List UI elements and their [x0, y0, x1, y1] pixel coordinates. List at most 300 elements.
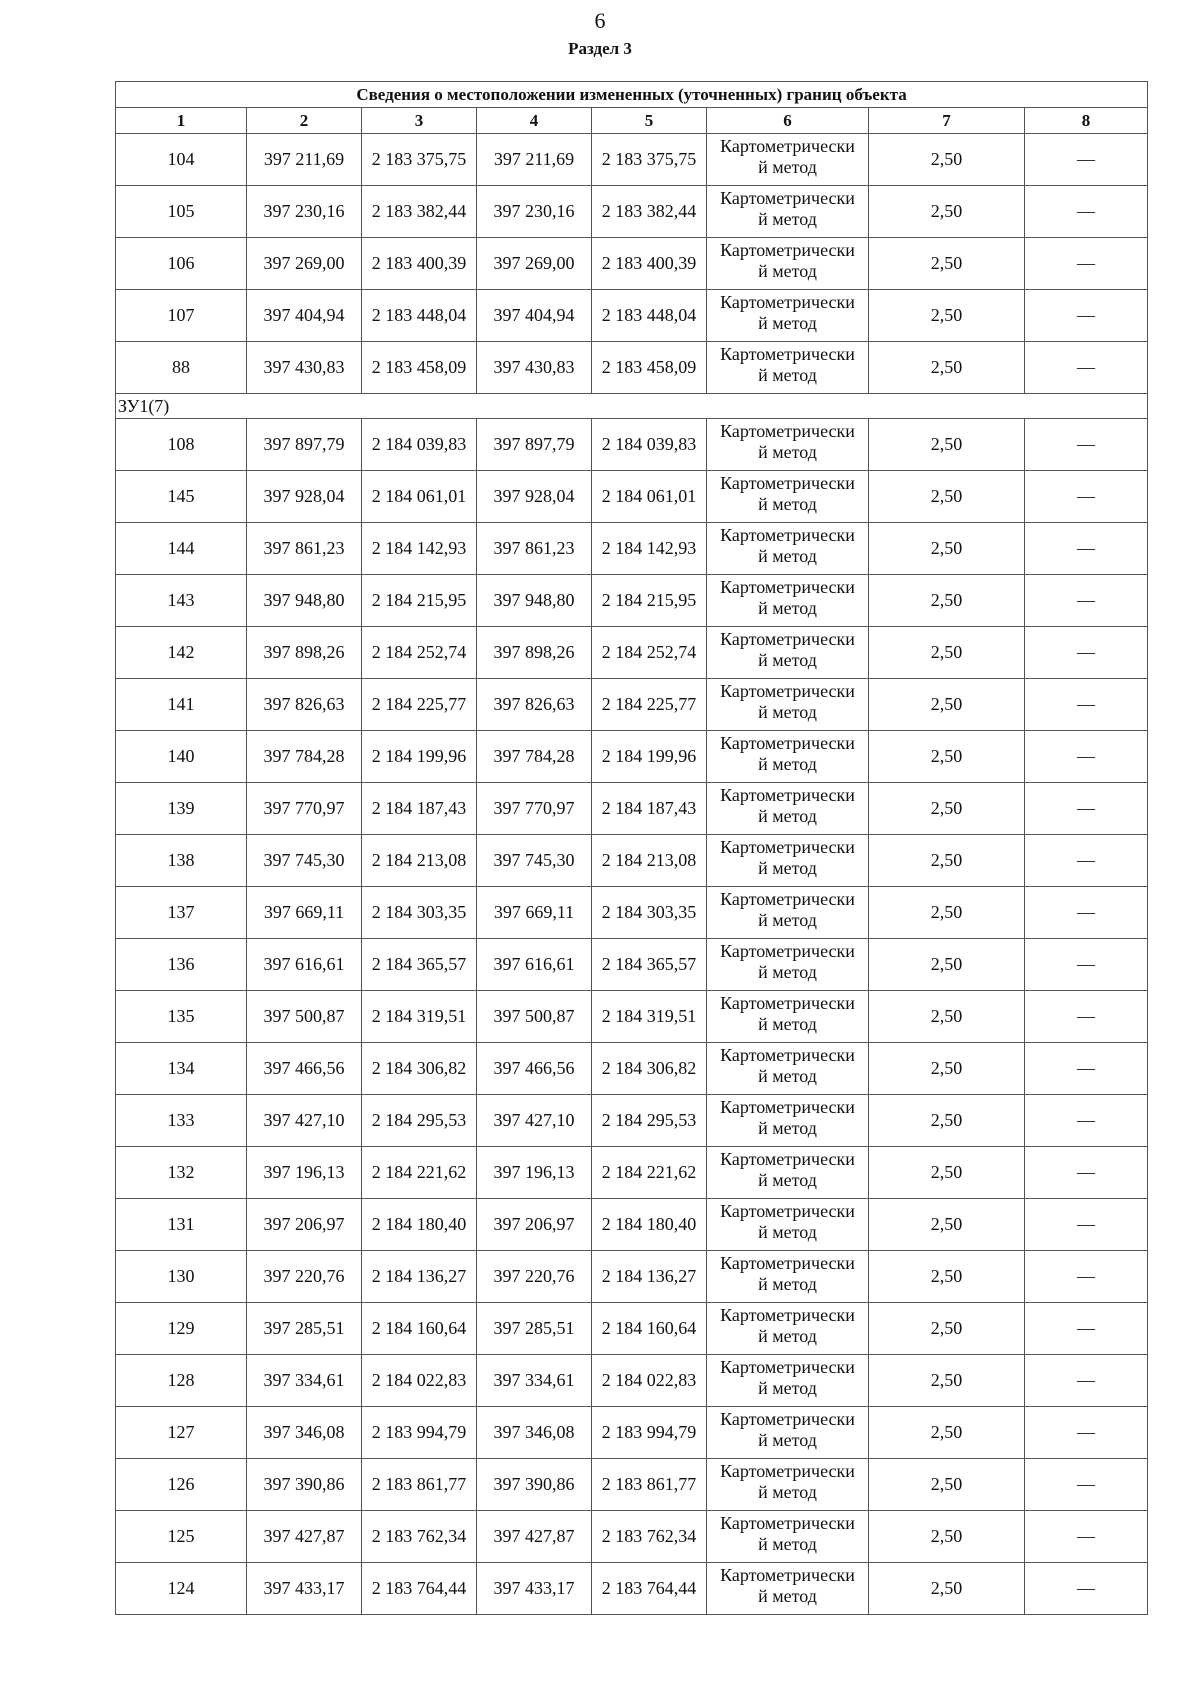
y-existing-cell: 2 183 382,44 — [362, 186, 477, 238]
x-refined-cell: 397 861,23 — [477, 523, 592, 575]
accuracy-cell: 2,50 — [869, 523, 1025, 575]
y-refined-cell: 2 184 039,83 — [592, 419, 707, 471]
note-cell: — — [1025, 523, 1148, 575]
point-number-cell: 137 — [116, 887, 247, 939]
method-line: Картометрически — [720, 421, 855, 441]
method-line: й метод — [758, 1170, 817, 1190]
accuracy-cell: 2,50 — [869, 1043, 1025, 1095]
x-refined-cell: 397 211,69 — [477, 134, 592, 186]
x-refined-cell: 397 948,80 — [477, 575, 592, 627]
point-number-cell: 138 — [116, 835, 247, 887]
y-existing-cell: 2 184 061,01 — [362, 471, 477, 523]
method-line: й метод — [758, 494, 817, 514]
method-line: й метод — [758, 1482, 817, 1502]
note-cell: — — [1025, 1043, 1148, 1095]
table-row — [116, 627, 1148, 679]
x-refined-cell: 397 430,83 — [477, 342, 592, 394]
y-existing-cell: 2 184 022,83 — [362, 1355, 477, 1407]
x-refined-cell: 397 346,08 — [477, 1407, 592, 1459]
x-refined-cell: 397 466,56 — [477, 1043, 592, 1095]
x-existing-cell: 397 211,69 — [247, 134, 362, 186]
column-number: 4 — [477, 108, 592, 134]
table-row — [116, 835, 1148, 887]
point-number-cell: 140 — [116, 731, 247, 783]
x-refined-cell: 397 269,00 — [477, 238, 592, 290]
y-refined-cell: 2 184 142,93 — [592, 523, 707, 575]
section-title: Раздел 3 — [568, 39, 632, 58]
table-caption-row — [116, 82, 1148, 108]
column-number: 1 — [116, 108, 247, 134]
x-refined-cell: 397 220,76 — [477, 1251, 592, 1303]
y-existing-cell: 2 183 861,77 — [362, 1459, 477, 1511]
method-line: Картометрически — [720, 1357, 855, 1377]
note-cell: — — [1025, 991, 1148, 1043]
accuracy-cell: 2,50 — [869, 1095, 1025, 1147]
note-cell: — — [1025, 1303, 1148, 1355]
y-refined-cell: 2 184 187,43 — [592, 783, 707, 835]
table-row — [116, 679, 1148, 731]
method-cell — [707, 1043, 869, 1095]
accuracy-cell: 2,50 — [869, 835, 1025, 887]
note-cell: — — [1025, 342, 1148, 394]
x-existing-cell: 397 404,94 — [247, 290, 362, 342]
y-existing-cell: 2 184 221,62 — [362, 1147, 477, 1199]
method-line: Картометрически — [720, 1045, 855, 1065]
method-line: Картометрически — [720, 136, 855, 156]
method-line: Картометрически — [720, 837, 855, 857]
y-existing-cell: 2 184 180,40 — [362, 1199, 477, 1251]
x-existing-cell: 397 770,97 — [247, 783, 362, 835]
table-row — [116, 1043, 1148, 1095]
x-refined-cell: 397 770,97 — [477, 783, 592, 835]
note-cell: — — [1025, 835, 1148, 887]
method-line: Картометрически — [720, 1097, 855, 1117]
point-number-cell: 128 — [116, 1355, 247, 1407]
note-cell: — — [1025, 419, 1148, 471]
note-cell: — — [1025, 887, 1148, 939]
x-existing-cell: 397 427,10 — [247, 1095, 362, 1147]
x-existing-cell: 397 745,30 — [247, 835, 362, 887]
table-row — [116, 134, 1148, 186]
table-row — [116, 342, 1148, 394]
accuracy-cell: 2,50 — [869, 575, 1025, 627]
method-line: й метод — [758, 157, 817, 177]
x-existing-cell: 397 196,13 — [247, 1147, 362, 1199]
accuracy-cell: 2,50 — [869, 1147, 1025, 1199]
y-refined-cell: 2 183 375,75 — [592, 134, 707, 186]
note-cell: — — [1025, 290, 1148, 342]
accuracy-cell: 2,50 — [869, 1251, 1025, 1303]
y-refined-cell: 2 183 994,79 — [592, 1407, 707, 1459]
method-line: Картометрически — [720, 1305, 855, 1325]
note-cell: — — [1025, 1511, 1148, 1563]
note-cell: — — [1025, 1251, 1148, 1303]
method-cell — [707, 1095, 869, 1147]
method-cell — [707, 1407, 869, 1459]
note-cell: — — [1025, 1199, 1148, 1251]
method-cell — [707, 419, 869, 471]
x-refined-cell: 397 230,16 — [477, 186, 592, 238]
x-existing-cell: 397 928,04 — [247, 471, 362, 523]
method-cell — [707, 627, 869, 679]
method-cell — [707, 939, 869, 991]
x-refined-cell: 397 616,61 — [477, 939, 592, 991]
method-cell — [707, 1251, 869, 1303]
method-line: й метод — [758, 806, 817, 826]
method-line: Картометрически — [720, 473, 855, 493]
y-refined-cell: 2 183 400,39 — [592, 238, 707, 290]
y-refined-cell: 2 184 160,64 — [592, 1303, 707, 1355]
table-row — [116, 290, 1148, 342]
y-refined-cell: 2 184 199,96 — [592, 731, 707, 783]
table-row — [116, 1199, 1148, 1251]
method-line: й метод — [758, 858, 817, 878]
y-existing-cell: 2 184 213,08 — [362, 835, 477, 887]
y-existing-cell: 2 184 215,95 — [362, 575, 477, 627]
point-number-cell: 131 — [116, 1199, 247, 1251]
point-number-cell: 105 — [116, 186, 247, 238]
note-cell: — — [1025, 731, 1148, 783]
column-numbers-row — [116, 108, 1148, 134]
y-existing-cell: 2 183 375,75 — [362, 134, 477, 186]
y-existing-cell: 2 184 225,77 — [362, 679, 477, 731]
x-existing-cell: 397 500,87 — [247, 991, 362, 1043]
point-number-cell: 107 — [116, 290, 247, 342]
point-number-cell: 136 — [116, 939, 247, 991]
point-number-cell: 129 — [116, 1303, 247, 1355]
table-row — [116, 1147, 1148, 1199]
method-line: й метод — [758, 1066, 817, 1086]
accuracy-cell: 2,50 — [869, 134, 1025, 186]
method-line: Картометрически — [720, 629, 855, 649]
y-refined-cell: 2 184 295,53 — [592, 1095, 707, 1147]
y-refined-cell: 2 184 303,35 — [592, 887, 707, 939]
accuracy-cell: 2,50 — [869, 887, 1025, 939]
table-row — [116, 939, 1148, 991]
y-refined-cell: 2 183 764,44 — [592, 1563, 707, 1615]
method-line: й метод — [758, 442, 817, 462]
method-line: Картометрически — [720, 1565, 855, 1585]
note-cell: — — [1025, 1459, 1148, 1511]
method-cell — [707, 290, 869, 342]
x-refined-cell: 397 784,28 — [477, 731, 592, 783]
method-line: й метод — [758, 598, 817, 618]
note-cell: — — [1025, 575, 1148, 627]
method-cell — [707, 887, 869, 939]
accuracy-cell: 2,50 — [869, 679, 1025, 731]
x-existing-cell: 397 390,86 — [247, 1459, 362, 1511]
note-cell: — — [1025, 1407, 1148, 1459]
x-refined-cell: 397 427,10 — [477, 1095, 592, 1147]
y-refined-cell: 2 183 382,44 — [592, 186, 707, 238]
point-number-cell: 144 — [116, 523, 247, 575]
method-cell — [707, 991, 869, 1043]
x-refined-cell: 397 404,94 — [477, 290, 592, 342]
note-cell: — — [1025, 1355, 1148, 1407]
x-existing-cell: 397 466,56 — [247, 1043, 362, 1095]
y-existing-cell: 2 184 187,43 — [362, 783, 477, 835]
method-line: й метод — [758, 313, 817, 333]
x-existing-cell: 397 433,17 — [247, 1563, 362, 1615]
method-cell — [707, 575, 869, 627]
point-number-cell: 142 — [116, 627, 247, 679]
x-refined-cell: 397 500,87 — [477, 991, 592, 1043]
y-existing-cell: 2 184 252,74 — [362, 627, 477, 679]
method-line: Картометрически — [720, 188, 855, 208]
y-existing-cell: 2 184 295,53 — [362, 1095, 477, 1147]
accuracy-cell: 2,50 — [869, 1459, 1025, 1511]
y-existing-cell: 2 184 319,51 — [362, 991, 477, 1043]
table-body — [116, 134, 1148, 1615]
table-row — [116, 575, 1148, 627]
x-existing-cell: 397 285,51 — [247, 1303, 362, 1355]
method-line: Картометрически — [720, 993, 855, 1013]
method-line: Картометрически — [720, 733, 855, 753]
method-cell — [707, 1511, 869, 1563]
method-cell — [707, 1563, 869, 1615]
x-refined-cell: 397 427,87 — [477, 1511, 592, 1563]
x-existing-cell: 397 897,79 — [247, 419, 362, 471]
method-line: Картометрически — [720, 1461, 855, 1481]
point-number-cell: 145 — [116, 471, 247, 523]
table-row — [116, 1303, 1148, 1355]
method-line: Картометрически — [720, 1513, 855, 1533]
x-existing-cell: 397 427,87 — [247, 1511, 362, 1563]
table-row — [116, 783, 1148, 835]
accuracy-cell: 2,50 — [869, 1563, 1025, 1615]
y-refined-cell: 2 183 762,34 — [592, 1511, 707, 1563]
y-refined-cell: 2 184 365,57 — [592, 939, 707, 991]
y-refined-cell: 2 183 458,09 — [592, 342, 707, 394]
table-caption: Сведения о местоположении измененных (уточненных) границ объекта — [116, 82, 1148, 108]
table-row — [116, 471, 1148, 523]
method-cell — [707, 731, 869, 783]
x-refined-cell: 397 897,79 — [477, 419, 592, 471]
column-number: 2 — [247, 108, 362, 134]
y-refined-cell: 2 184 225,77 — [592, 679, 707, 731]
accuracy-cell: 2,50 — [869, 342, 1025, 394]
x-refined-cell: 397 206,97 — [477, 1199, 592, 1251]
note-cell: — — [1025, 679, 1148, 731]
y-existing-cell: 2 184 160,64 — [362, 1303, 477, 1355]
x-existing-cell: 397 206,97 — [247, 1199, 362, 1251]
x-refined-cell: 397 928,04 — [477, 471, 592, 523]
accuracy-cell: 2,50 — [869, 471, 1025, 523]
x-existing-cell: 397 784,28 — [247, 731, 362, 783]
y-refined-cell: 2 183 448,04 — [592, 290, 707, 342]
x-refined-cell: 397 669,11 — [477, 887, 592, 939]
y-existing-cell: 2 183 764,44 — [362, 1563, 477, 1615]
x-existing-cell: 397 948,80 — [247, 575, 362, 627]
point-number-cell: 104 — [116, 134, 247, 186]
point-number-cell: 132 — [116, 1147, 247, 1199]
method-line: Картометрически — [720, 525, 855, 545]
table-row — [116, 186, 1148, 238]
method-cell — [707, 186, 869, 238]
method-cell — [707, 1355, 869, 1407]
method-cell — [707, 342, 869, 394]
y-refined-cell: 2 184 319,51 — [592, 991, 707, 1043]
note-cell: — — [1025, 783, 1148, 835]
y-refined-cell: 2 184 061,01 — [592, 471, 707, 523]
method-cell — [707, 1459, 869, 1511]
y-refined-cell: 2 184 306,82 — [592, 1043, 707, 1095]
note-cell: — — [1025, 238, 1148, 290]
method-cell — [707, 523, 869, 575]
column-number: 5 — [592, 108, 707, 134]
accuracy-cell: 2,50 — [869, 1199, 1025, 1251]
point-number-cell: 106 — [116, 238, 247, 290]
x-existing-cell: 397 430,83 — [247, 342, 362, 394]
accuracy-cell: 2,50 — [869, 1355, 1025, 1407]
x-existing-cell: 397 230,16 — [247, 186, 362, 238]
y-existing-cell: 2 183 458,09 — [362, 342, 477, 394]
method-line: Картометрически — [720, 344, 855, 364]
y-existing-cell: 2 183 994,79 — [362, 1407, 477, 1459]
table-row — [116, 1459, 1148, 1511]
method-line: й метод — [758, 365, 817, 385]
y-existing-cell: 2 184 039,83 — [362, 419, 477, 471]
table-row — [116, 1095, 1148, 1147]
point-number-cell: 139 — [116, 783, 247, 835]
y-existing-cell: 2 183 400,39 — [362, 238, 477, 290]
point-number-cell: 125 — [116, 1511, 247, 1563]
point-number-cell: 127 — [116, 1407, 247, 1459]
method-line: й метод — [758, 962, 817, 982]
accuracy-cell: 2,50 — [869, 939, 1025, 991]
x-existing-cell: 397 861,23 — [247, 523, 362, 575]
note-cell: — — [1025, 939, 1148, 991]
note-cell: — — [1025, 627, 1148, 679]
method-cell — [707, 134, 869, 186]
method-cell — [707, 835, 869, 887]
x-existing-cell: 397 346,08 — [247, 1407, 362, 1459]
table-row — [116, 991, 1148, 1043]
note-cell: — — [1025, 471, 1148, 523]
accuracy-cell: 2,50 — [869, 186, 1025, 238]
column-number: 8 — [1025, 108, 1148, 134]
method-line: й метод — [758, 1378, 817, 1398]
accuracy-cell: 2,50 — [869, 731, 1025, 783]
table-row — [116, 1563, 1148, 1615]
x-refined-cell: 397 390,86 — [477, 1459, 592, 1511]
method-line: Картометрически — [720, 785, 855, 805]
group-label: ЗУ1(7) — [116, 394, 1148, 419]
method-line: Картометрически — [720, 681, 855, 701]
table-row — [116, 419, 1148, 471]
x-existing-cell: 397 334,61 — [247, 1355, 362, 1407]
x-existing-cell: 397 669,11 — [247, 887, 362, 939]
point-number-cell: 108 — [116, 419, 247, 471]
x-refined-cell: 397 826,63 — [477, 679, 592, 731]
point-number-cell: 134 — [116, 1043, 247, 1095]
table-row — [116, 731, 1148, 783]
method-line: Картометрически — [720, 292, 855, 312]
method-line: Картометрически — [720, 889, 855, 909]
x-refined-cell: 397 285,51 — [477, 1303, 592, 1355]
y-existing-cell: 2 184 365,57 — [362, 939, 477, 991]
x-refined-cell: 397 196,13 — [477, 1147, 592, 1199]
accuracy-cell: 2,50 — [869, 627, 1025, 679]
coordinates-table — [115, 81, 1148, 1615]
method-line: й метод — [758, 1430, 817, 1450]
note-cell: — — [1025, 1563, 1148, 1615]
table-row — [116, 887, 1148, 939]
accuracy-cell: 2,50 — [869, 1407, 1025, 1459]
method-line: й метод — [758, 650, 817, 670]
method-line: Картометрически — [720, 577, 855, 597]
y-existing-cell: 2 183 448,04 — [362, 290, 477, 342]
point-number-cell: 124 — [116, 1563, 247, 1615]
y-refined-cell: 2 184 022,83 — [592, 1355, 707, 1407]
method-line: Картометрически — [720, 1201, 855, 1221]
method-cell — [707, 679, 869, 731]
method-line: й метод — [758, 1586, 817, 1606]
column-number: 7 — [869, 108, 1025, 134]
method-line: й метод — [758, 261, 817, 281]
note-cell: — — [1025, 1147, 1148, 1199]
method-line: й метод — [758, 1014, 817, 1034]
x-existing-cell: 397 616,61 — [247, 939, 362, 991]
method-line: Картометрически — [720, 1149, 855, 1169]
page-number: 6 — [594, 8, 606, 33]
y-existing-cell: 2 184 136,27 — [362, 1251, 477, 1303]
method-cell — [707, 1199, 869, 1251]
note-cell: — — [1025, 134, 1148, 186]
method-cell — [707, 783, 869, 835]
x-existing-cell: 397 826,63 — [247, 679, 362, 731]
y-refined-cell: 2 184 252,74 — [592, 627, 707, 679]
point-number-cell: 141 — [116, 679, 247, 731]
table-row — [116, 523, 1148, 575]
method-line: й метод — [758, 910, 817, 930]
method-line: Картометрически — [720, 1253, 855, 1273]
method-line: й метод — [758, 209, 817, 229]
accuracy-cell: 2,50 — [869, 290, 1025, 342]
method-cell — [707, 1147, 869, 1199]
method-line: Картометрически — [720, 941, 855, 961]
group-row — [116, 394, 1148, 419]
table-row — [116, 1407, 1148, 1459]
point-number-cell: 135 — [116, 991, 247, 1043]
y-refined-cell: 2 184 180,40 — [592, 1199, 707, 1251]
note-cell: — — [1025, 186, 1148, 238]
table-row — [116, 1355, 1148, 1407]
accuracy-cell: 2,50 — [869, 419, 1025, 471]
method-line: Картометрически — [720, 1409, 855, 1429]
method-cell — [707, 471, 869, 523]
y-existing-cell: 2 184 142,93 — [362, 523, 477, 575]
y-refined-cell: 2 184 221,62 — [592, 1147, 707, 1199]
y-refined-cell: 2 183 861,77 — [592, 1459, 707, 1511]
point-number-cell: 126 — [116, 1459, 247, 1511]
y-existing-cell: 2 184 199,96 — [362, 731, 477, 783]
x-existing-cell: 397 898,26 — [247, 627, 362, 679]
y-existing-cell: 2 184 306,82 — [362, 1043, 477, 1095]
note-cell: — — [1025, 1095, 1148, 1147]
y-existing-cell: 2 183 762,34 — [362, 1511, 477, 1563]
point-number-cell: 88 — [116, 342, 247, 394]
method-cell — [707, 238, 869, 290]
method-line: й метод — [758, 1118, 817, 1138]
point-number-cell: 130 — [116, 1251, 247, 1303]
method-line: й метод — [758, 754, 817, 774]
accuracy-cell: 2,50 — [869, 783, 1025, 835]
x-refined-cell: 397 898,26 — [477, 627, 592, 679]
y-existing-cell: 2 184 303,35 — [362, 887, 477, 939]
point-number-cell: 133 — [116, 1095, 247, 1147]
method-line: Картометрически — [720, 240, 855, 260]
